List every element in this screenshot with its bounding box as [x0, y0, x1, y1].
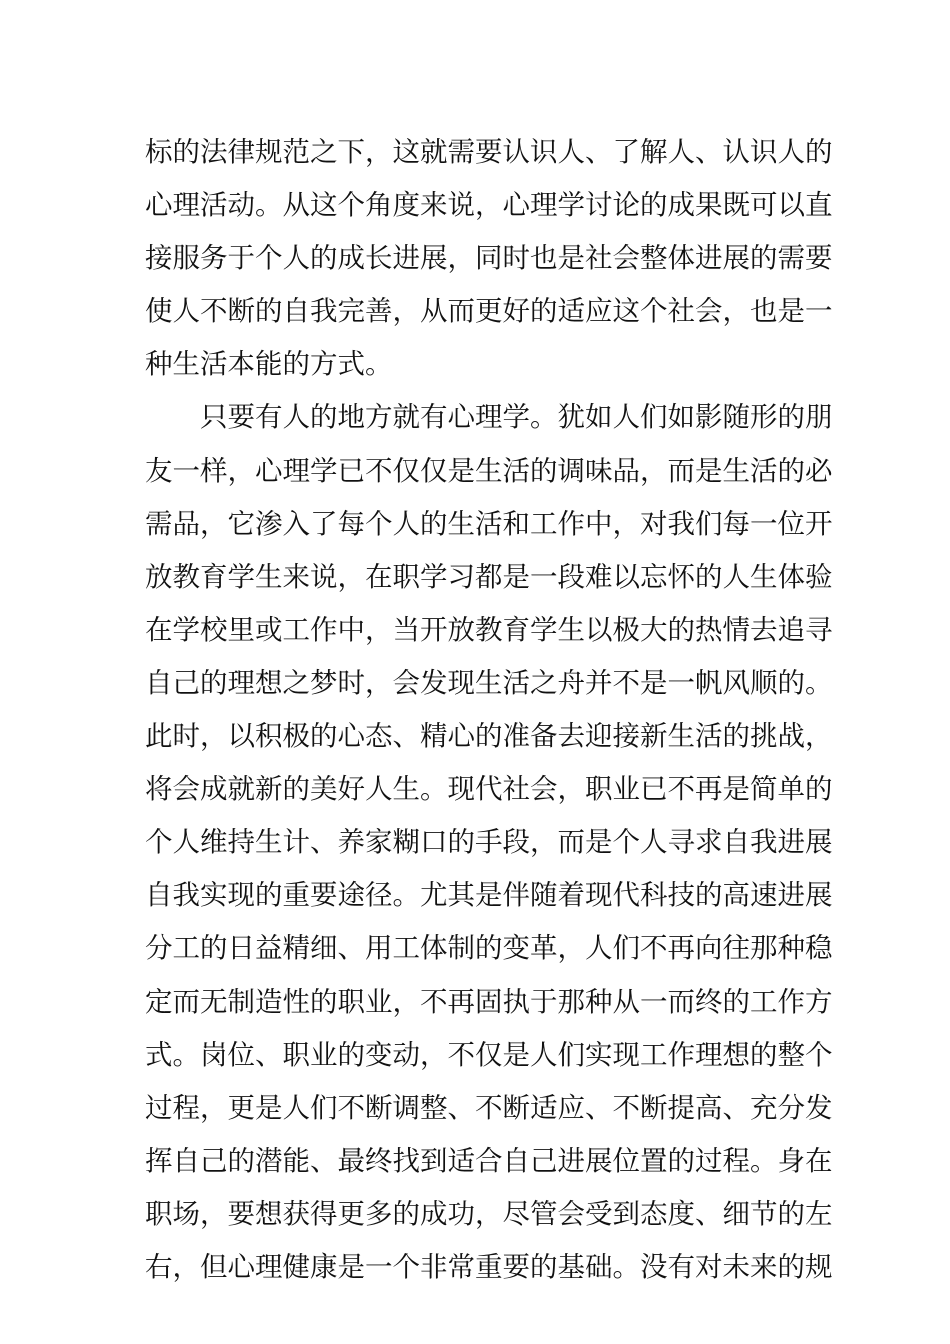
paragraph-2: [145, 391, 833, 1294]
text-line: 标的法律规范之下，这就需要认识人、了解人、认识人的: [145, 136, 833, 168]
text-line: 只要有人的地方就有心理学。犹如人们如影随形的朋: [200, 401, 833, 434]
text-line: 在学校里或工作中，当开放教育学生以极大的热情去追寻: [145, 613, 833, 646]
text-line: 过程，更是人们不断调整、不断适应、不断提高、充分发: [145, 1091, 833, 1124]
text-line: 自己的理想之梦时，会发现生活之舟并不是一帆风顺的。: [145, 666, 833, 699]
text-line: 自我实现的重要途径。尤其是伴随着现代科技的高速进展: [145, 879, 833, 912]
text-line: 种生活本能的方式。: [145, 348, 393, 381]
text-line: 将会成就新的美好人生。现代社会，职业已不再是简单的: [145, 773, 833, 806]
text-line: 个人维持生计、养家糊口的手段，而是个人寻求自我进展: [145, 826, 833, 859]
text-line: 使人不断的自我完善，从而更好的适应这个社会，也是一: [145, 295, 833, 328]
body-text: [145, 126, 833, 1294]
text-line: 定而无制造性的职业，不再固执于那种从一而终的工作方: [145, 985, 833, 1018]
paragraph-1: [145, 126, 833, 391]
text-line: 接服务于个人的成长进展，同时也是社会整体进展的需要: [145, 242, 833, 275]
text-line: 职场，要想获得更多的成功，尽管会受到态度、细节的左: [145, 1197, 833, 1230]
text-line: 需品，它渗入了每个人的生活和工作中，对我们每一位开: [145, 507, 833, 540]
text-line: 友一样，心理学已不仅仅是生活的调味品，而是生活的必: [145, 454, 833, 487]
text-line: 心理活动。从这个角度来说，心理学讨论的成果既可以直: [145, 189, 833, 222]
text-line: 此时，以积极的心态、精心的准备去迎接新生活的挑战，: [145, 720, 833, 753]
text-line: 右，但心理健康是一个非常重要的基础。没有对未来的规: [145, 1250, 833, 1283]
text-line: 挥自己的潜能、最终找到适合自己进展位置的过程。身在: [145, 1144, 833, 1177]
text-line: 放教育学生来说，在职学习都是一段难以忘怀的人生体验: [145, 560, 833, 593]
text-line: 式。岗位、职业的变动，不仅是人们实现工作理想的整个: [145, 1038, 833, 1071]
text-line: 分工的日益精细、用工体制的变革，人们不再向往那种稳: [145, 932, 833, 965]
